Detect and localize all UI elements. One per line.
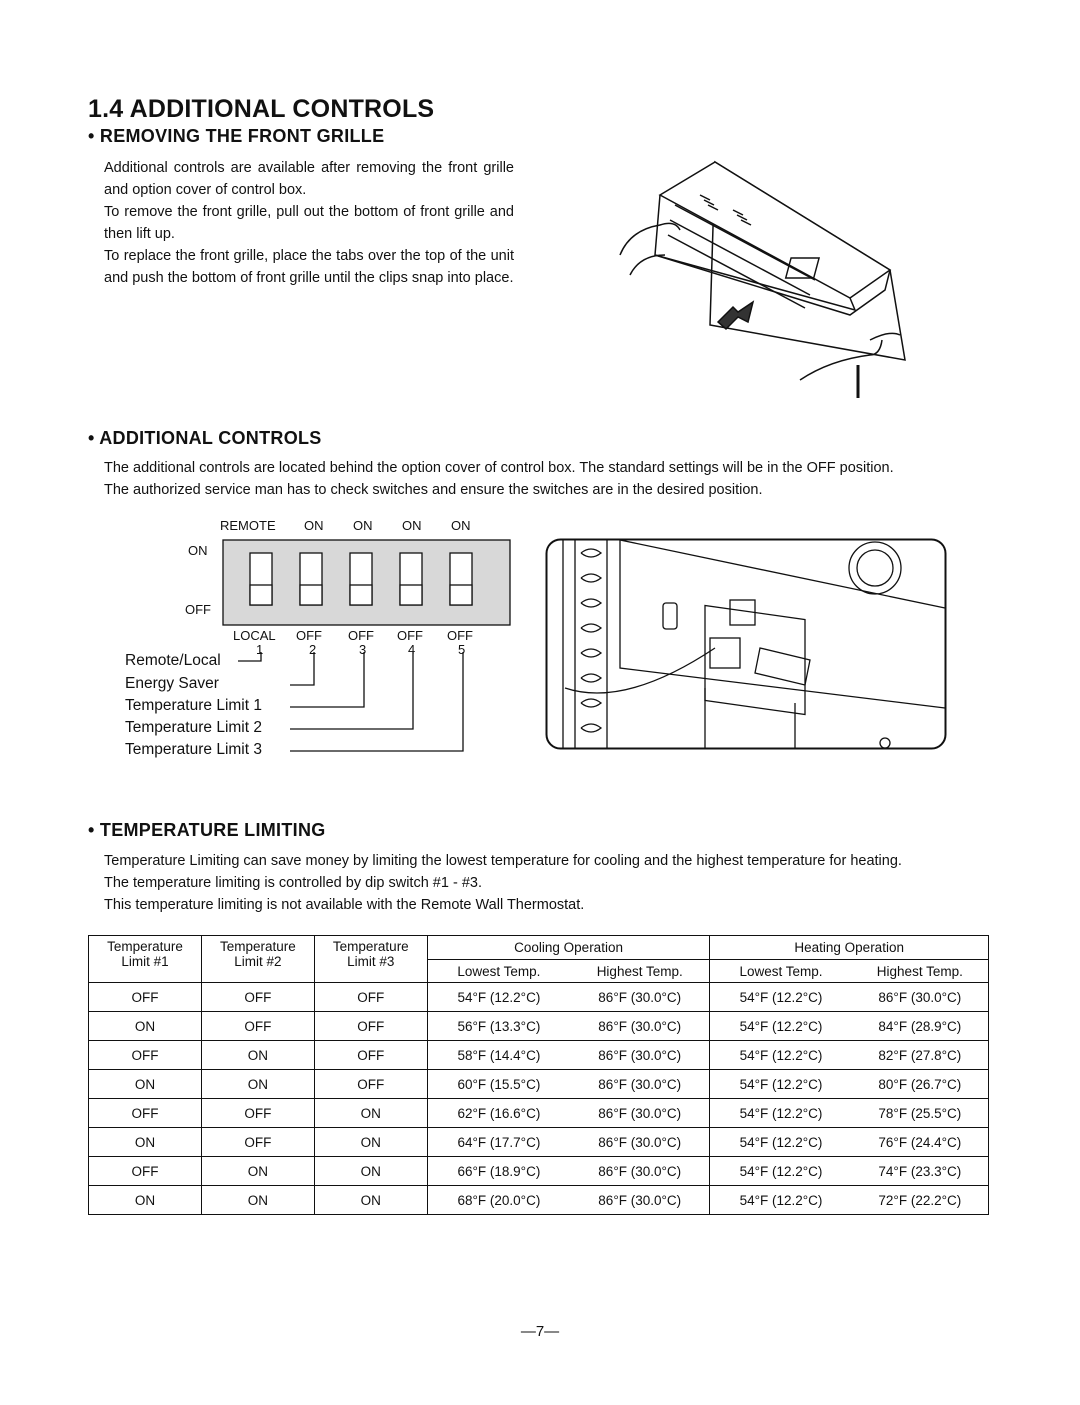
table-cell: 86°F (30.0°C) [570,1070,710,1099]
switch-function-label: Temperature Limit 2 [125,719,262,736]
subheader-cooling-lowest: Lowest Temp. [427,960,570,983]
table-row [89,1099,989,1128]
subheader-heating-lowest: Lowest Temp. [710,960,852,983]
switch-function-label: Temperature Limit 3 [125,741,262,758]
table-cell: ON [314,1128,427,1157]
header-line: Temperature [332,939,409,954]
table-cell: ON [89,1186,202,1215]
header-line: Limit #3 [347,954,395,969]
table-cell: ON [201,1157,314,1186]
table-row [89,1070,989,1099]
table-cell: ON [201,1186,314,1215]
table-cell: 86°F (30.0°C) [570,1099,710,1128]
table-cell: OFF [201,1099,314,1128]
header-line: Temperature [107,939,183,954]
front-grille-illustration [600,150,920,410]
header-heating: Heating Operation [710,936,989,960]
subheader-heating-highest: Highest Temp. [852,960,989,983]
table-row [89,983,989,1012]
table-row [89,1186,989,1215]
table-cell: 78°F (25.5°C) [852,1099,989,1128]
dip-switch-diagram [125,515,520,775]
section-heading-front-grille: • REMOVING THE FRONT GRILLE [88,126,385,146]
table-row [89,1128,989,1157]
header-line: Limit #2 [234,954,282,969]
switch-bottom-label: LOCAL [233,628,276,643]
table-row [89,1157,989,1186]
switch-function-label: Energy Saver [125,675,219,692]
table-cell: OFF [314,1041,427,1070]
header-line: Limit #1 [121,954,169,969]
table-cell: 76°F (24.4°C) [852,1128,989,1157]
table-cell: 86°F (30.0°C) [570,1186,710,1215]
header-limit-2 [201,936,314,983]
table-cell: OFF [201,1128,314,1157]
table-header-row [89,936,989,960]
subheader-cooling-highest: Highest Temp. [570,960,710,983]
front-grille-text [104,157,514,289]
header-line: Temperature [219,939,296,954]
table-cell: OFF [314,1070,427,1099]
table-cell: 54°F (12.2°C) [710,983,852,1012]
table-row [89,1012,989,1041]
table-cell: 68°F (20.0°C) [427,1186,570,1215]
table-cell: 60°F (15.5°C) [427,1070,570,1099]
table-cell: 86°F (30.0°C) [570,1012,710,1041]
table-cell: 62°F (16.6°C) [427,1099,570,1128]
section-heading-additional-controls: • ADDITIONAL CONTROLS [88,428,322,448]
table-cell: OFF [89,983,202,1012]
table-cell: 86°F (30.0°C) [570,1041,710,1070]
table-row [89,1041,989,1070]
switch-top-label: ON [304,518,324,533]
switch-bottom-label: OFF [296,628,322,643]
off-label: OFF [185,602,211,617]
page-title: 1.4 ADDITIONAL CONTROLS [88,95,435,123]
switch-top-label: ON [451,518,471,533]
table-cell: ON [314,1099,427,1128]
temperature-limit-table [88,935,989,1215]
table-cell: OFF [201,983,314,1012]
table-cell: OFF [89,1157,202,1186]
switch-number: 1 [256,642,264,657]
table-cell: 72°F (22.2°C) [852,1186,989,1215]
control-box-illustration [545,538,947,750]
table-cell: 54°F (12.2°C) [710,1070,852,1099]
table-cell: ON [314,1186,427,1215]
table-cell: ON [89,1128,202,1157]
table-cell: 82°F (27.8°C) [852,1041,989,1070]
paragraph: Additional controls are available after removing the front grille and option cover of control box. [104,160,514,198]
table-cell: 64°F (17.7°C) [427,1128,570,1157]
paragraph: Temperature Limiting can save money by limiting the lowest temperature for cooling and the highest temperature for heating. [104,853,902,869]
table-cell: ON [89,1012,202,1041]
paragraph: The additional controls are located behind the option cover of control box. The standard settings will be in the OFF position. [104,460,894,476]
table-cell: 86°F (30.0°C) [570,1128,710,1157]
header-cooling: Cooling Operation [427,936,710,960]
switch-bottom-label: OFF [397,628,423,643]
section-heading-temperature-limiting: • TEMPERATURE LIMITING [88,820,326,840]
paragraph: To replace the front grille, place the tabs over the top of the unit and push the bottom of front grille until the clips snap into place. [104,248,514,286]
table-cell: 56°F (13.3°C) [427,1012,570,1041]
table-cell: 54°F (12.2°C) [710,1012,852,1041]
table-cell: 54°F (12.2°C) [710,1186,852,1215]
table-cell: 74°F (23.3°C) [852,1157,989,1186]
table-cell: 54°F (12.2°C) [710,1128,852,1157]
switch-function-label: Remote/Local [125,652,221,669]
paragraph: The authorized service man has to check switches and ensure the switches are in the desired position. [104,482,763,498]
table-cell: 80°F (26.7°C) [852,1070,989,1099]
header-limit-3 [314,936,427,983]
page-number: —7— [520,1323,560,1340]
table-cell: OFF [89,1099,202,1128]
table-cell: 54°F (12.2°C) [710,1157,852,1186]
table-cell: 86°F (30.0°C) [570,983,710,1012]
on-label: ON [188,543,208,558]
switch-number: 5 [458,642,466,657]
table-cell: 86°F (30.0°C) [570,1157,710,1186]
switch-top-label: ON [353,518,373,533]
table-cell: 58°F (14.4°C) [427,1041,570,1070]
paragraph: This temperature limiting is not available with the Remote Wall Thermostat. [104,897,585,913]
table-cell: OFF [201,1012,314,1041]
switch-number: 4 [408,642,416,657]
table-cell: 66°F (18.9°C) [427,1157,570,1186]
table-cell: OFF [314,983,427,1012]
table-cell: 54°F (12.2°C) [710,1041,852,1070]
table-cell: 54°F (12.2°C) [710,1099,852,1128]
table-cell: ON [89,1070,202,1099]
table-cell: 86°F (30.0°C) [852,983,989,1012]
switch-bottom-label: OFF [348,628,374,643]
switch-function-label: Temperature Limit 1 [125,697,262,714]
switch-number: 3 [359,642,367,657]
table-cell: ON [201,1041,314,1070]
table-cell: 54°F (12.2°C) [427,983,570,1012]
table-cell: ON [314,1157,427,1186]
table-cell: OFF [314,1012,427,1041]
table-cell: OFF [89,1041,202,1070]
paragraph: The temperature limiting is controlled by dip switch #1 - #3. [104,875,482,891]
switch-top-label: REMOTE [220,518,276,533]
switch-top-label: ON [402,518,422,533]
table-cell: ON [201,1070,314,1099]
header-limit-1 [89,936,202,983]
paragraph: To remove the front grille, pull out the bottom of front grille and then lift up. [104,204,514,242]
table-cell: 84°F (28.9°C) [852,1012,989,1041]
temperature-limiting-text [104,850,994,916]
switch-number: 2 [309,642,317,657]
switch-bottom-label: OFF [447,628,473,643]
additional-controls-text [104,457,994,501]
